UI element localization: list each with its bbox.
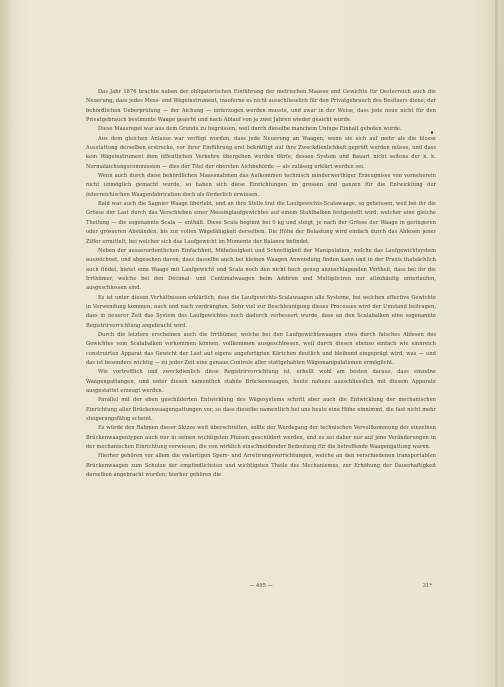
paragraph: Durch die letztere erscheinen auch die Irrthümer, welche bei den Laufgewichtswaagen etwa durch falsches Ablesen des Gewichtes vom Scalabalken vorkommen können, vollkommen ausgeschlossen, weil durch diesen ebenso einfach wie sinnreich construirten Apparat das Gewicht der Last auf eigens angefertigten Kärtchen deutlich und bleibend eingeprägt wird, was — und das ist besonders wichtig — zu jeder Zeit eine genaue Controle aller stattgehabten Wägemanipulationen ermöglicht. <box>86 331 436 366</box>
paragraph: Das Jahr 1876 brachte neben der obligatorischen Einführung der metrischen Maasse und Gewichte für Oesterreich auch die Neuerung, dass jedes Mess- und Wägeinstrument, insoferne es nicht ausschliesslich für den Privatgebrauch des Besitzers diene, der behördlichen Ueberprüfung — der Aichung — unterzogen werden musste, und zwar in der Weise, dass jede neue nicht für den Privatgebrauch bestimmte Waage geaicht und nach Ablauf von je zwei Jahren wieder geaicht wurde. <box>86 89 436 124</box>
body-text <box>86 88 436 480</box>
paragraph: Es ist unter diesen Verhältnissen erklärlich, dass die Laufgewichts-Scalawaagen alle Systeme, bei welchen effective Gewichte in Verwendung kommen, nach und nach verdrängten. Sehr viel zur Beschleunigung dieses Processes wird der Umstand beitragen, dass in neuerer Zeit das System des Laufgewichtes noch dadurch verbessert wurde, dass an den Scalabalken eine sogenannte Registrirvorrichtung angebracht wird. <box>86 294 436 329</box>
paragraph: Bald war auch die Sagnier Waage überlebt, und an ihre Stelle trat die Laufgewichts-Scalawaage, so geheissen, weil bei ihr die Grösse der Last durch das Verschieben einer Messinglaufgewichtes auf einem Stahlbalken festgestellt wird, welcher eine gleiche Theilung — die sogenannte Scala — enthält. Diese Scala beginnt bei 0 kg und steigt, je nach der Grösse der Waage in geringeren oder grösseren Abständen, bis zur vollen Wägefähigkeit derselben. Die Höhe der Belastung wird einfach durch das Ablesen jener Ziffer ermittelt, bei welcher sich das Laufgewicht im Momente der Balance befindet. <box>86 201 436 245</box>
paragraph: Wenn auch durch diese behördlichen Maassnahmen das Aufkommen technisch minderwerthiger Erzeugnisse von vorneherein nicht unmöglich gemacht wurde, so haben sich diese Einrichtungen im grossen und ganzen für die Entwicklung der österreichischen Waagenfabrication doch als förderlich erwiesen. <box>86 173 436 198</box>
page-edge <box>495 0 498 687</box>
paragraph: Parallel mit der eben geschilderten Entwicklung des Wägesystems schritt aber auch die Entwicklung der mechanischen Einrichtung aller Brückenwaagengattungen vor, so dass dieselbe namentlich bei uns heute eine Höhe einnimmt, die fast nicht mehr steigerungsfähig scheint. <box>86 397 436 423</box>
signature-mark: 31* <box>422 583 432 589</box>
page-number: — 495 — <box>249 583 273 589</box>
paragraph: Hierher gehören vor allem die vielartigen Sperr- und Arretirungsvorrichtungen, welche an den verschiedenen transportablen Brückenwaagen zum Schutze der empfindlichsten und wichtigsten Theile des Mechanismus, zur Erhöhung der Dauerhaftigkeit derselben angebracht wurden; hierher gehören die <box>86 453 436 479</box>
page-footer <box>86 583 436 593</box>
paragraph: Es würde den Rahmen dieser Skizze weit überschreiten, sollte der Werdegang der technischen Vervollkommung der einzelnen Brückenwaagentypen auch nur in seinen wichtigsten Phasen geschildert werden, und es sei daher nur auf jene Veränderungen in der mechanischen Einrichtung verwiesen, die von wirklich einschneidender Bedeutung für die betreffende Waagengattung waren. <box>86 425 436 451</box>
paragraph: Neben der ausserordentlichen Einfachheit, Mühelosigkeit und Schnelligkeit der Manipulation, welche das Laufgewichtsystem auszeichnet, und abgesehen davon, dass dasselbe auch bei kleinen Waagen Anwendung finden kann und in der Praxis thatsächlich auch findet, bietet eine Waage mit Laufgewicht und Scala noch den nicht hoch genug anzuschlagenden Vortheil, dass bei ihr die Irrthümer, welche bei den Decimal- und Centimalwaagen beim Addiren und Multipliciren nur allzuhäufig unterlaufen, ausgeschlossen sind. <box>86 247 436 292</box>
paragraph: Aus dem gleichen Anlasse war verfügt worden, dass jede Neuerung an Waagen, wenn sie sich auf mehr als die blosse Ausstattung derselben erstrecke, vor ihrer Einführung erst bekräftigt auf ihre Zweckdienlichkeit geprüft werden müsse, und dass kein Wägeinstrument dem öffentlichen Verkehre übergeben werden dürfe, dessen System und Bauart nicht seitens der k. k. Normalaichungscommission — dies der Titel der obersten Aichbehörde — als zulässig erklärt worden sei. <box>86 135 436 170</box>
paragraph: Diese Maasregel war aus dem Grunde zu begrüssen, weil durch dieselbe manchem Unfuge Einhalt geboten wurde. <box>98 126 402 133</box>
paragraph: Wie vortrefflich und zweckdienlich diese Registrirvorrichtung ist, erhellt wohl am besten daraus, dass einzelne Waagengattungen, und unter diesen namentlich stabile Brückenwaagen, heute nahezu ausschliesslich mit diesem Apparate ausgestattet erzeugt werden. <box>86 369 436 394</box>
